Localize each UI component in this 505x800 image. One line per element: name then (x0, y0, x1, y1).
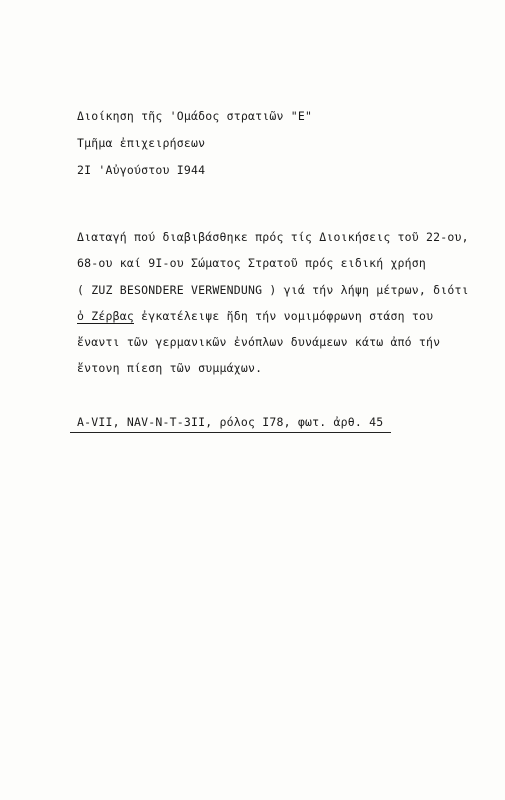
archive-reference: A-VII, NAV-N-T-3II, ρόλος I78, φωτ. ἀρθ. 45 (77, 415, 384, 429)
body-line-6: ἔντονη πίεση τῶν συμμάχων. (77, 361, 263, 376)
document-body (77, 224, 497, 382)
reference-underline (70, 432, 391, 433)
body-line-5: ἔναντι τῶν γερμανικῶν ἐνόπλων δυνάμεων κάτω ἀπό τήν (77, 335, 441, 350)
underlined-name: ὁ Ζέρβας (77, 308, 134, 323)
body-line-1: Διαταγή πού διαβιβάσθηκε πρός τίς Διοικήσεις τοῦ 22-ου, (77, 230, 469, 244)
body-line-4-text: ἐγκατέλειψε ἤδη τήν νομιμόφρωνη στάση του (134, 308, 434, 323)
document-header (77, 103, 477, 184)
header-date-line: 2I 'Αὐγούστου I944 (77, 163, 206, 177)
header-command-line: Διοίκηση τῆς 'Ομάδος στρατιῶν "Ε" (77, 109, 313, 123)
body-line-2: 68-ου καί 9I-ου Σώματος Στρατοῦ πρός ειδική χρήση (77, 256, 427, 271)
header-department-line: Τμῆμα ἐπιχειρήσεων (77, 136, 206, 150)
body-line-3 (77, 277, 497, 303)
body-line-3-text: ( ZUZ BESONDERE VERWENDUNG ) γιά τήν λήψη μέτρων, διότι (77, 282, 469, 297)
body-line-4 (77, 303, 497, 329)
